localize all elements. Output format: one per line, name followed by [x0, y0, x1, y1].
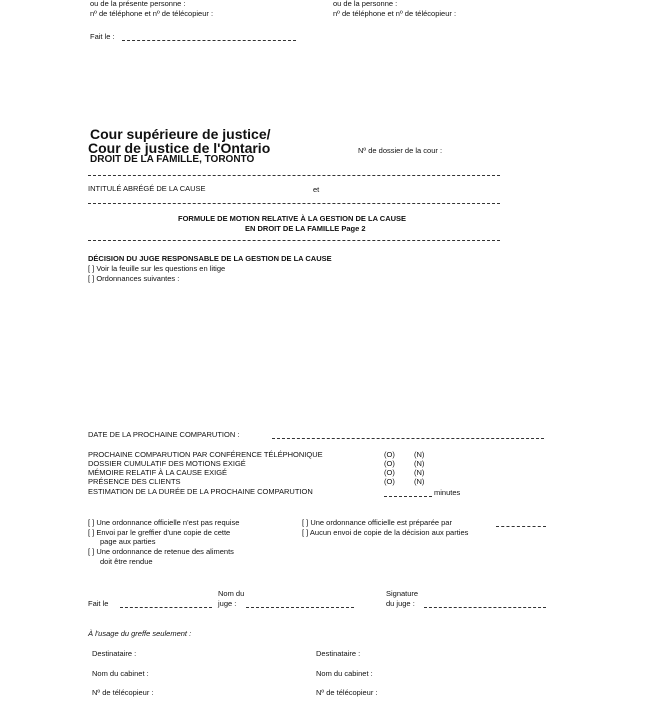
order-option-not-required[interactable]: [ ] Une ordonnance officielle n'est pas requise: [88, 518, 240, 527]
next-date-field[interactable]: [272, 438, 544, 439]
registry-firm-label: Nom du cabinet :: [316, 669, 373, 678]
top-fait-le-field[interactable]: [122, 40, 296, 41]
court-name-line1: Cour supérieure de justice/: [90, 126, 271, 142]
duration-label: ESTIMATION DE LA DURÉE DE LA PROCHAINE COMPARUTION: [88, 487, 313, 496]
yes-option[interactable]: (O): [384, 459, 395, 468]
order-option-prepared-by[interactable]: [ ] Une ordonnance officielle est préparée par: [302, 518, 452, 527]
case-title-field[interactable]: [88, 203, 500, 204]
decision-option-orders[interactable]: [ ] Ordonnances suivantes :: [88, 274, 180, 283]
registry-firm-label: Nom du cabinet :: [92, 669, 149, 678]
order-option-copy-to-parties-cont: page aux parties: [100, 537, 156, 546]
case-title-et: et: [313, 185, 320, 194]
top-left-line1: ou de la présente personne :: [90, 0, 186, 8]
decision-option-issues[interactable]: [ ] Voir la feuille sur les questions en litige: [88, 264, 226, 273]
top-right-line2: nº de téléphone et nº de télécopieur :: [333, 9, 457, 18]
yes-option[interactable]: (O): [384, 450, 395, 459]
judge-signature-label: du juge :: [386, 599, 415, 608]
no-option[interactable]: (N): [414, 450, 425, 459]
divider: [88, 240, 500, 241]
duration-field[interactable]: [384, 496, 432, 497]
judge-name-label-top: Nom du: [218, 589, 245, 598]
prepared-by-field[interactable]: [496, 526, 546, 527]
top-left-line2: nº de téléphone et nº de télécopieur :: [90, 9, 214, 18]
duration-unit: minutes: [434, 488, 461, 497]
form-title-line2: EN DROIT DE LA FAMILLE Page 2: [245, 224, 366, 233]
divider: [88, 175, 500, 176]
yes-option[interactable]: (O): [384, 468, 395, 477]
court-division: DROIT DE LA FAMILLE, TORONTO: [90, 154, 255, 165]
no-option[interactable]: (N): [414, 468, 425, 477]
judge-name-label: juge :: [218, 599, 237, 608]
registry-fax-label: Nº de télécopieur :: [316, 688, 378, 697]
order-option-support-deduction-cont: doit être rendue: [100, 557, 153, 566]
court-file-number-label: Nº de dossier de la cour :: [358, 146, 443, 155]
sign-date-field[interactable]: [120, 607, 212, 608]
judge-name-field[interactable]: [246, 607, 354, 608]
case-title-label: INTITULÉ ABRÉGÉ DE LA CAUSE: [88, 184, 206, 193]
order-option-copy-to-parties[interactable]: [ ] Envoi par le greffier d'une copie de cette: [88, 528, 231, 537]
registry-fax-label: Nº de télécopieur :: [92, 688, 154, 697]
next-item-label: PRÉSENCE DES CLIENTS: [88, 477, 181, 486]
registry-recipient-label: Destinataire :: [92, 649, 137, 658]
top-fait-le-label: Fait le :: [90, 32, 115, 41]
registry-recipient-label: Destinataire :: [316, 649, 361, 658]
form-title-line1: FORMULE DE MOTION RELATIVE À LA GESTION DE LA CAUSE: [178, 214, 407, 223]
yes-option[interactable]: (O): [384, 477, 395, 486]
next-item-label: MÉMOIRE RELATIF À LA CAUSE EXIGÉ: [88, 468, 228, 477]
next-item-label: PROCHAINE COMPARUTION PAR CONFÉRENCE TÉLÉPHONIQUE: [88, 450, 323, 459]
no-option[interactable]: (N): [414, 459, 425, 468]
order-option-support-deduction[interactable]: [ ] Une ordonnance de retenue des aliments: [88, 547, 234, 556]
judge-signature-label-top: Signature: [386, 589, 419, 598]
next-item-label: DOSSIER CUMULATIF DES MOTIONS EXIGÉ: [88, 459, 246, 468]
decision-heading: DÉCISION DU JUGE RESPONSABLE DE LA GESTION DE LA CAUSE: [88, 254, 332, 263]
no-option[interactable]: (N): [414, 477, 425, 486]
sign-date-label: Fait le: [88, 599, 109, 608]
registry-heading: À l'usage du greffe seulement :: [88, 629, 192, 638]
top-right-line1: ou de la personne :: [333, 0, 398, 8]
court-name-line2: Cour de justice de l'Ontario: [88, 140, 271, 156]
judge-signature-field[interactable]: [424, 607, 546, 608]
order-option-no-copy[interactable]: [ ] Aucun envoi de copie de la décision aux parties: [302, 528, 469, 537]
next-date-label: DATE DE LA PROCHAINE COMPARUTION :: [88, 430, 240, 439]
